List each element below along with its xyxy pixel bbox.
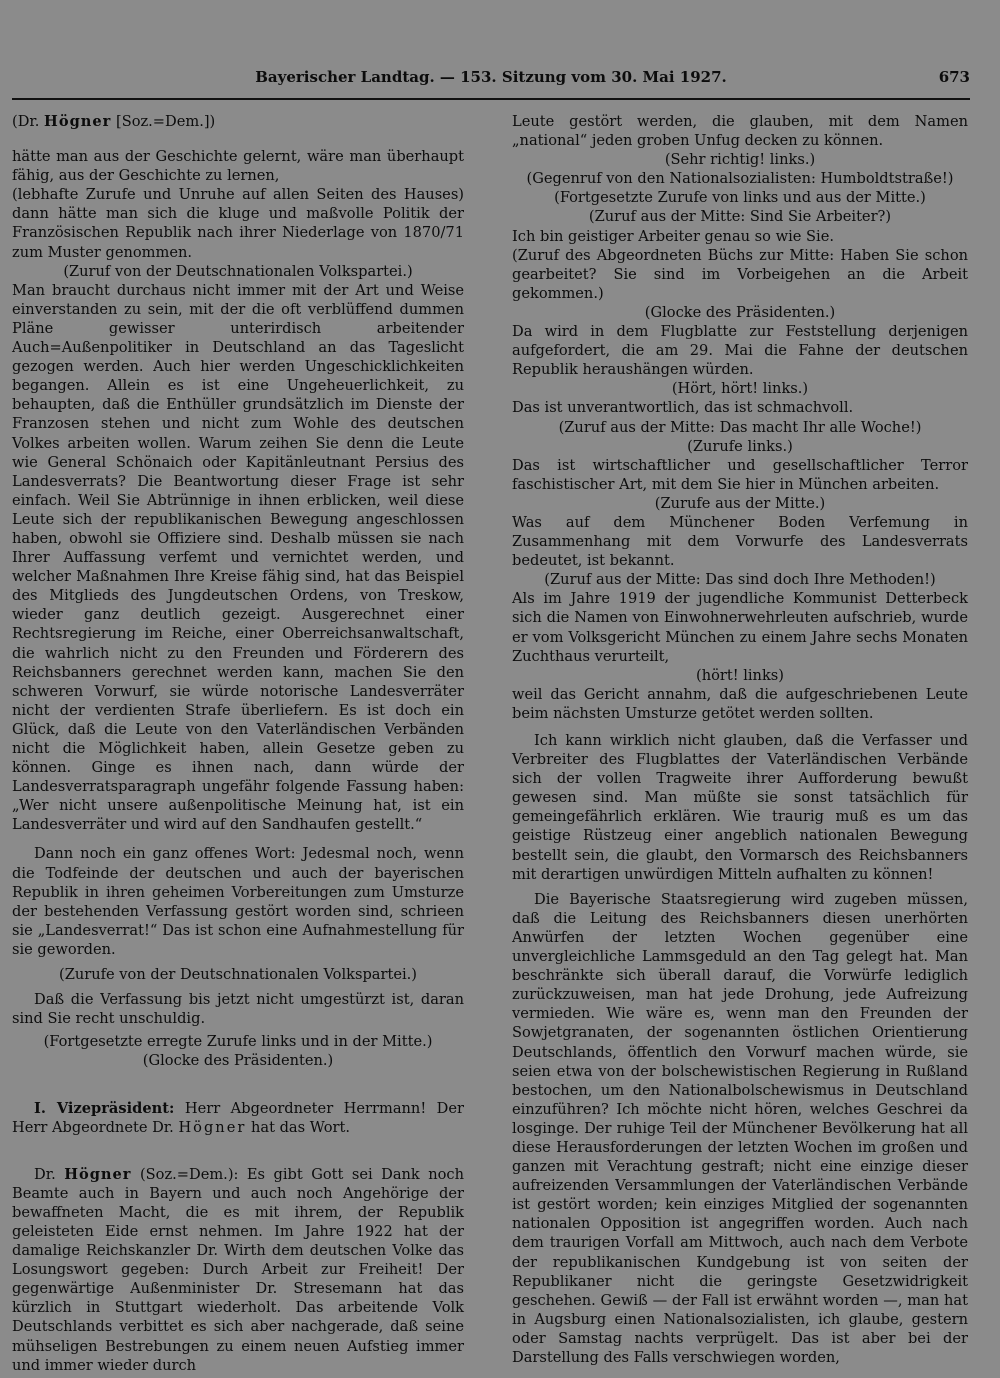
right-column <box>512 112 968 1367</box>
interjection: (Zurufe links.) <box>687 437 793 455</box>
speech-text: Es gibt Gott sei Dank noch Beamte auch in Bayern und auch noch Angehörige der bewaffneten Macht, die es mit ihrem, der Republik geleisteten Eide ernst nehmen. Im Jahre 1922 hat der damalige Reichskanzler Dr. Wirth dem deutschen Volke das Losungswort gegeben: Durch Arbeit zur Freiheit! Der gegenwärtige Außenminister Dr. Stresemann hat das kürzlich in Stuttgart wiederholt. Das arbeitende Volk Deutschlands verbittet es sich aber nachgerade, daß seine mühseligen Bestrebungen zu einem neuen Aufstieg immer und immer wieder durch <box>12 1165 464 1374</box>
paragraph: Die Bayerische Staatsregierung wird zugeben müssen, daß die Leitung des Reichsbanners diesen unerhörten Anwürfen der letzten Wochen gegenüber eine unvergleichliche Lammsgeduld an den Tag gelegt hat. Man beschränkte sich überall darauf, die Vorwürfe lediglich zurückzuweisen, man hat jede Drohung, jede Aufreizung vermieden. Wie wäre es, wenn man den Freunden der Sowjetgranaten, der sogenannten östlichen Orientierung Deutschlands, öffentlich den Vorwurf machen würde, sie seien etwa von der bolschewistischen Regierung in Rußland bestochen, um den Nationalbolschewismus in Deutschland einzuführen? Ich möchte nicht hören, welches Geschrei da losginge. Der ruhige Teil der Münchener Bevölkerung hat all diese Herausforderungen der letzten Wochen im großen und ganzen mit Verachtung gestraft; nicht eine einzige dieser aufreizenden Versammlungen der Vaterländischen Verbände ist gestört worden; kein einziges Mitglied der sogenannten nationalen Opposition ist angegriffen worden. Auch nach dem traurigen Vorfall am Mittwoch, auch nach dem Verbote der republikanischen Kundgebung ist von seiten der Republikaner nicht die geringste Gesetzwidrigkeit geschehen. Gewiß — der Fall ist erwähnt worden —, man hat in Augsburg einen Nationalsozialisten, ich glaube, gestern oder Samstag nachts verprügelt. Das ist aber bei der Darstellung des Falls verschwiegen worden, <box>512 890 968 1366</box>
running-title: Bayerischer Landtag. — 153. Sitzung vom 30. Mai 1927. <box>255 68 727 86</box>
speaker-prefix: Dr. <box>34 1165 65 1183</box>
interjection: (Hört, hört! links.) <box>671 380 809 398</box>
vice-president-label: I. Vizepräsident: <box>34 1099 175 1117</box>
statement-text: hat das Wort. <box>246 1118 351 1136</box>
paragraph: Das ist unverantwortlich, das ist schmachvoll. <box>512 399 854 417</box>
speech-paragraph <box>12 1165 464 1375</box>
interjection: (Glocke des Präsidenten.) <box>644 303 836 321</box>
interjection: (hört! links) <box>696 666 784 684</box>
interjection: (Gegenruf von den Nationalsozialisten: Humboldtstraße!) <box>526 170 954 188</box>
paragraph: Ich bin geistiger Arbeiter genau so wie Sie. <box>512 227 834 245</box>
paragraph: Als im Jahre 1919 der jugendliche Kommunist Detterbeck sich die Namen von Einwohnerwehrleuten aufschrieb, wurde er vom Volksgericht München zu einem Jahre sechs Monaten Zuchthaus verurteilt, <box>512 590 968 665</box>
interjection: (Zuruf aus der Mitte: Das sind doch Ihre Methoden!) <box>544 571 936 589</box>
interjection: (Sehr richtig! links.) <box>664 151 816 169</box>
speaker-continuation-heading <box>12 112 464 131</box>
paragraph: Da wird in dem Flugblatte zur Feststellung derjenigen aufgefordert, die am 29. Mai die Fahne der deutschen Republik heraushängen würden. <box>512 323 968 379</box>
paragraph: Daß die Verfassung bis jetzt nicht umgestürzt ist, daran sind Sie recht unschuldig. <box>12 991 464 1028</box>
interjection: (Fortgesetzte Zurufe von links und aus der Mitte.) <box>554 189 926 207</box>
speaker-party: (Soz.=Dem.): <box>131 1165 247 1183</box>
interjection: (Zuruf aus der Mitte: Sind Sie Arbeiter?) <box>588 208 892 226</box>
header-rule <box>12 98 970 100</box>
paragraph: Man braucht durchaus nicht immer mit der Art und Weise einverstanden zu sein, mit der die oft verblüffend dummen Pläne gewisser unterirdisch arbeitender Auch=Außenpolitiker in Deutschland an das Tageslicht gezogen werden. Auch hier werden Ungeschicklichkeiten begangen. Allein es ist eine Ungeheuerlichkeit, zu behaupten, daß die Enthüller grundsätzlich im Dienste der Franzosen stehen und nicht zum Wohle des deutschen Volkes arbeiten wollen. Warum zeihen Sie denn die Leute wie General Schönaich oder Kapitänleutnant Persius des Landesverrats? Die Beantwortung dieser Frage ist sehr einfach. Weil Sie Abtrünnige in ihnen erblicken, weil diese Leute sich der republikanischen Bewegung angeschlossen haben, obwohl sie Offiziere sind. Deshalb müssen sie nach Ihrer Auffassung verfemt und vernichtet werden, und welcher Maßnahmen Ihre Kreise fähig sind, hat das Beispiel des Mitglieds des Jungdeutschen Ordens, von Treskow, wieder ganz deutlich gezeigt. Ausgerechnet einer Rechtsregierung im Reiche, einer Oberreichsanwaltschaft, die wahrlich nicht zu den Freunden und Förderern des Reichsbanners gerechnet werden kann, machen Sie den schweren Vorwurf, sie würde notorische Landesverräter nicht der verdienten Strafe überliefern. Es ist doch ein Glück, daß die Leute von den Vaterländischen Verbänden nicht die Möglichkeit haben, allein Gesetze geben zu können. Ginge es ihnen nach, dann würde der Landesverratsparagraph ungefähr folgende Fassung haben: „Wer nicht unsere außenpolitische Meinung hat, ist ein Landesverräter und wird auf den Sandhaufen gestellt.“ <box>12 281 464 834</box>
paragraph: Was auf dem Münchener Boden Verfemung in Zusammenhang mit dem Vorwurfe des Landesverrats bedeutet, ist bekannt. <box>512 513 968 570</box>
paragraph: Dann noch ein ganz offenes Wort: Jedesmal noch, wenn die Todfeinde der deutschen und auch der bayerischen Republik in ihren geheimen Vorbereitungen zum Umsturze der bestehenden Verfassung gestört worden sind, schrieen sie „Landesverrat!“ Das ist schon eine Aufnahmestellung für sie geworden. <box>12 845 464 958</box>
paragraph: (lebhafte Zurufe und Unruhe auf allen Seiten des Hauses) dann hätte man sich die kluge und maßvolle Politik der Französischen Republik nach ihrer Niederlage von 1870/71 zum Muster genommen. <box>12 186 464 261</box>
speaker-prefix: (Dr. <box>12 113 45 130</box>
paragraph: Ich kann wirklich nicht glauben, daß die Verfasser und Verbreiter des Flugblattes der Vaterländischen Verbände sich der vollen Tragweite ihrer Aufforderung bewußt gewesen sind. Man müßte sie sonst tatsächlich für gemeingefährlich erklären. Wie traurig muß es um das geistige Rüstzeug einer angeblich nationalen Bewegung bestellt sein, die glaubt, den Vormarsch des Reichsbanners mit derartigen unwürdigen Mitteln aufhalten zu können! <box>512 732 968 883</box>
interjection: (Glocke des Präsidenten.) <box>142 1052 334 1070</box>
interjection: (Zurufe aus der Mitte.) <box>654 494 826 512</box>
paragraph: Leute gestört werden, die glauben, mit dem Namen „national“ jeden groben Unfug decken zu können. <box>512 113 968 150</box>
interjection: (Fortgesetzte erregte Zurufe links und in der Mitte.) <box>43 1033 433 1051</box>
speaker-name: Högner <box>64 1165 132 1183</box>
paragraph: (Zuruf des Abgeordneten Büchs zur Mitte: Haben Sie schon gearbeitet? Sie sind im Vorbeigehen an die Arbeit gekommen.) <box>512 246 968 302</box>
speaker-party: [Soz.=Dem.]) <box>111 113 216 130</box>
speaker-name: Högner <box>178 1118 247 1136</box>
page-number: 673 <box>938 68 970 86</box>
speaker-name: Högner <box>44 113 112 130</box>
interjection: (Zuruf von der Deutschnationalen Volkspartei.) <box>63 262 413 280</box>
page-header <box>12 68 970 92</box>
paragraph: hätte man aus der Geschichte gelernt, wäre man überhaupt fähig, aus der Geschichte zu lernen, <box>12 148 464 185</box>
interjection: (Zuruf aus der Mitte: Das macht Ihr alle Woche!) <box>558 418 922 436</box>
left-column <box>12 112 464 1375</box>
vice-president-statement <box>12 1099 464 1137</box>
paragraph: weil das Gericht annahm, daß die aufgeschriebenen Leute beim nächsten Umsturze getötet werden sollten. <box>512 685 968 722</box>
interjection: (Zurufe von der Deutschnationalen Volkspartei.) <box>59 966 417 984</box>
statement-text: Herr Abgeordneter Herrmann! Der Herr Abgeordnete Dr. <box>12 1099 464 1136</box>
paragraph: Das ist wirtschaftlicher und gesellschaftlicher Terror faschistischer Art, mit dem Sie hier in München arbeiten. <box>512 456 968 493</box>
